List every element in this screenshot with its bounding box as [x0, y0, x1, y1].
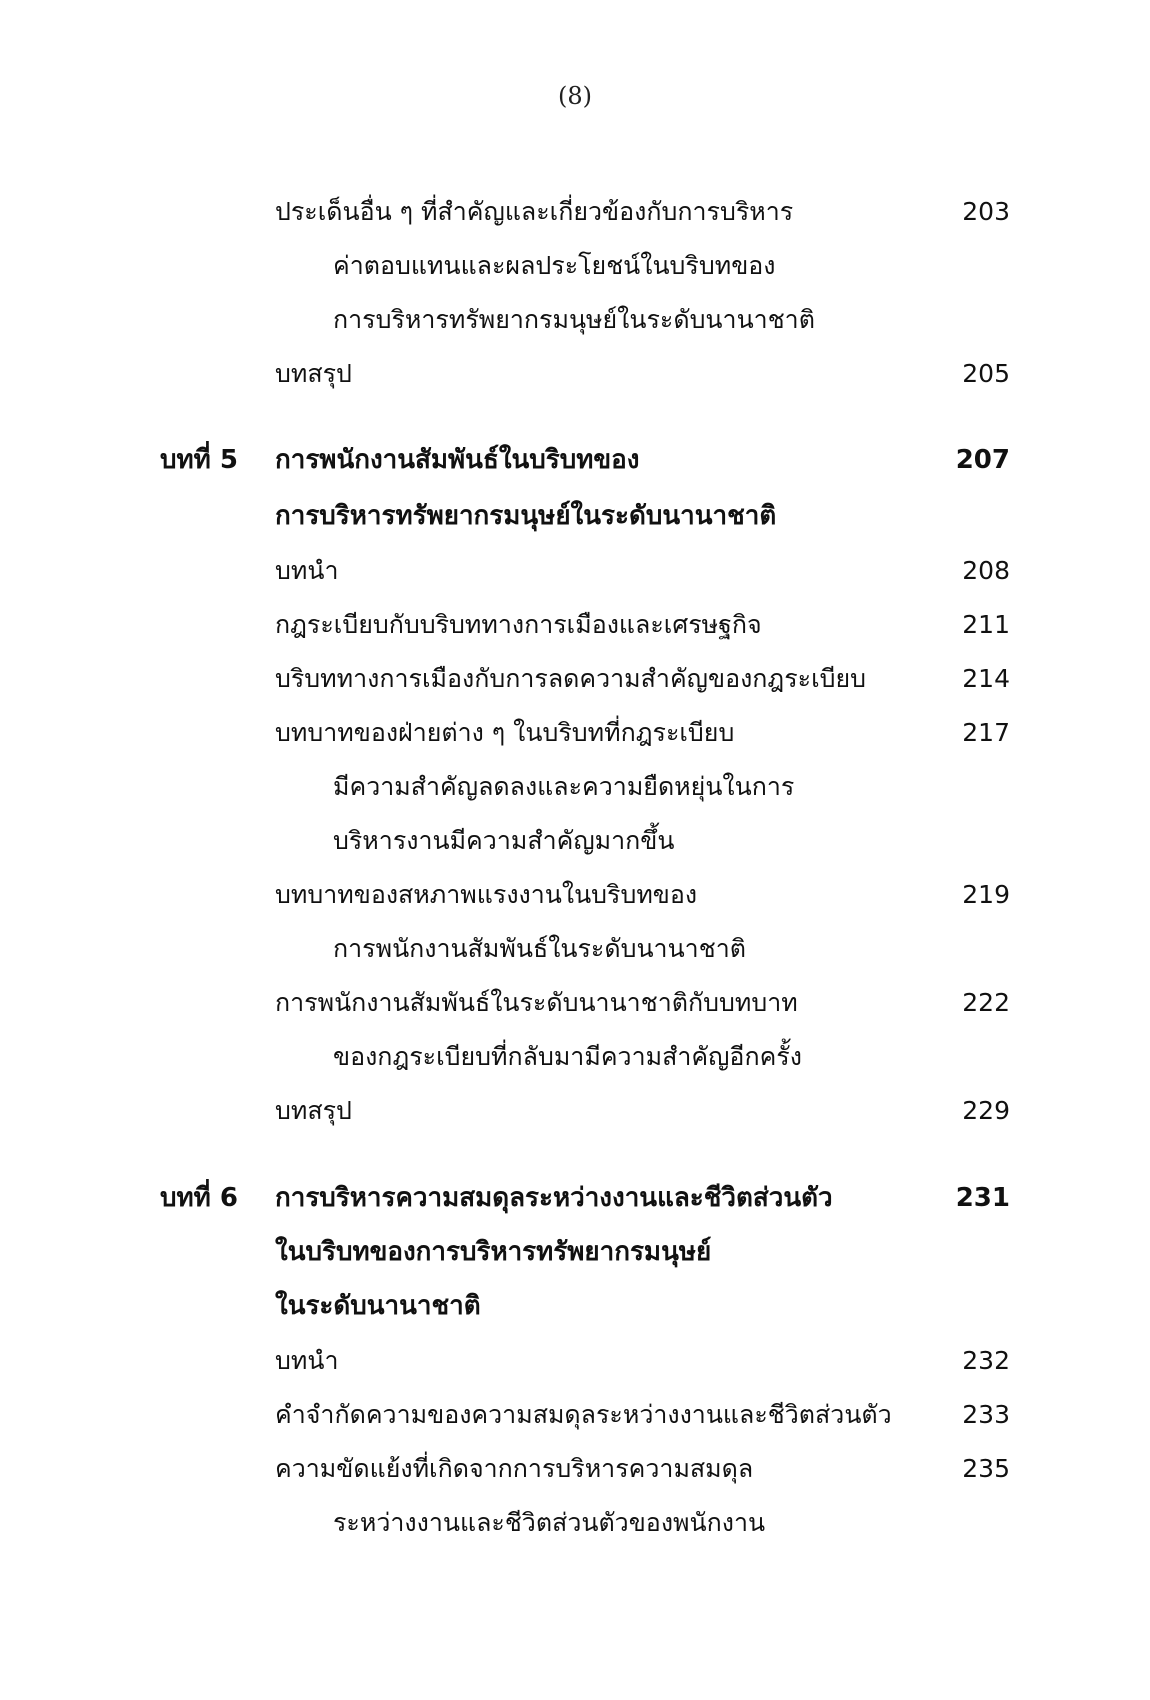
toc-entry-line: บทบาทของสหภาพแรงงานในบริบทของ: [275, 880, 698, 909]
toc-entry-intro: [275, 545, 1010, 597]
chapter-title-continuation: การบริหารทรัพยากรมนุษย์ในระดับนานาชาติ: [275, 501, 777, 531]
toc-page-number: 229: [962, 1096, 1010, 1125]
toc-entry-other-issues: [275, 186, 1010, 238]
chapter-6-title: [275, 1172, 1010, 1224]
toc-entry-line: บทนำ: [275, 556, 339, 585]
toc-entry-line: ความขัดแย้งที่เกิดจากการบริหารความสมดุล: [275, 1454, 754, 1483]
toc-entry-line: บริบททางการเมืองกับการลดความสำคัญของกฎระเบียบ: [275, 664, 867, 693]
chapter-5-label: บทที่ 5: [160, 445, 238, 475]
chapter-page-number: 207: [955, 445, 1010, 475]
toc-entry-intro: [275, 1335, 1010, 1387]
toc-page-number: 219: [962, 880, 1010, 909]
toc-entry-summary: [275, 348, 1010, 400]
toc-entry-international-relations: [275, 977, 1010, 1029]
toc-entry-continuation: มีความสำคัญลดลงและความยืดหยุ่นในการ: [333, 772, 795, 801]
toc-entry-political-context: [275, 653, 1010, 705]
toc-entry-line: ประเด็นอื่น ๆ ที่สำคัญและเกี่ยวข้องกับการบริหาร: [275, 197, 794, 226]
chapter-title-continuation: ในระดับนานาชาติ: [275, 1291, 481, 1321]
toc-entry-line: บทสรุป: [275, 1096, 352, 1125]
page-number: (8): [558, 82, 592, 110]
chapter-title-line: การพนักงานสัมพันธ์ในบริบทของ: [275, 445, 640, 475]
toc-page-number: 217: [962, 718, 1010, 747]
toc-entry-continuation: การพนักงานสัมพันธ์ในระดับนานาชาติ: [333, 934, 746, 963]
toc-entry-line: บทนำ: [275, 1346, 339, 1375]
chapter-5-title: [275, 434, 1010, 486]
toc-entry-union-role: [275, 869, 1010, 921]
toc-entry-roles-of-parties: [275, 707, 1010, 759]
toc-entry-line: คำจำกัดความของความสมดุลระหว่างงานและชีวิตส่วนตัว: [275, 1400, 892, 1429]
chapter-page-number: 231: [955, 1183, 1010, 1213]
toc-page-number: 208: [962, 556, 1010, 585]
toc-page-number: 214: [962, 664, 1010, 693]
toc-page-number: 203: [962, 197, 1010, 226]
toc-entry-definition: [275, 1389, 1010, 1441]
toc-entry-continuation: ค่าตอบแทนและผลประโยชน์ในบริบทของ: [333, 251, 776, 280]
toc-entry-continuation: ของกฎระเบียบที่กลับมามีความสำคัญอีกครั้ง: [333, 1042, 802, 1071]
toc-entry-summary: [275, 1085, 1010, 1137]
toc-entry-continuation: ระหว่างงานและชีวิตส่วนตัวของพนักงาน: [333, 1508, 766, 1537]
toc-page-number: 232: [962, 1346, 1010, 1375]
chapter-6-label: บทที่ 6: [160, 1183, 238, 1213]
toc-entry-line: บทบาทของฝ่ายต่าง ๆ ในบริบทที่กฎระเบียบ: [275, 718, 735, 747]
toc-entry-line: บทสรุป: [275, 359, 352, 388]
chapter-title-continuation: ในบริบทของการบริหารทรัพยากรมนุษย์: [275, 1237, 712, 1267]
toc-page-number: 211: [962, 610, 1010, 639]
toc-page-number: 233: [962, 1400, 1010, 1429]
toc-page-number: 205: [962, 359, 1010, 388]
toc-page-number: 222: [962, 988, 1010, 1017]
chapter-title-line: การบริหารความสมดุลระหว่างงานและชีวิตส่วนตัว: [275, 1183, 833, 1213]
toc-entry-continuation: การบริหารทรัพยากรมนุษย์ในระดับนานาชาติ: [333, 305, 815, 334]
toc-entry-line: การพนักงานสัมพันธ์ในระดับนานาชาติกับบทบาท: [275, 988, 798, 1017]
toc-page-number: 235: [962, 1454, 1010, 1483]
toc-entry-line: กฎระเบียบกับบริบททางการเมืองและเศรษฐกิจ: [275, 610, 762, 639]
toc-entry-regulation-context: [275, 599, 1010, 651]
toc-entry-continuation: บริหารงานมีความสำคัญมากขึ้น: [333, 826, 675, 855]
toc-entry-conflicts: [275, 1443, 1010, 1495]
